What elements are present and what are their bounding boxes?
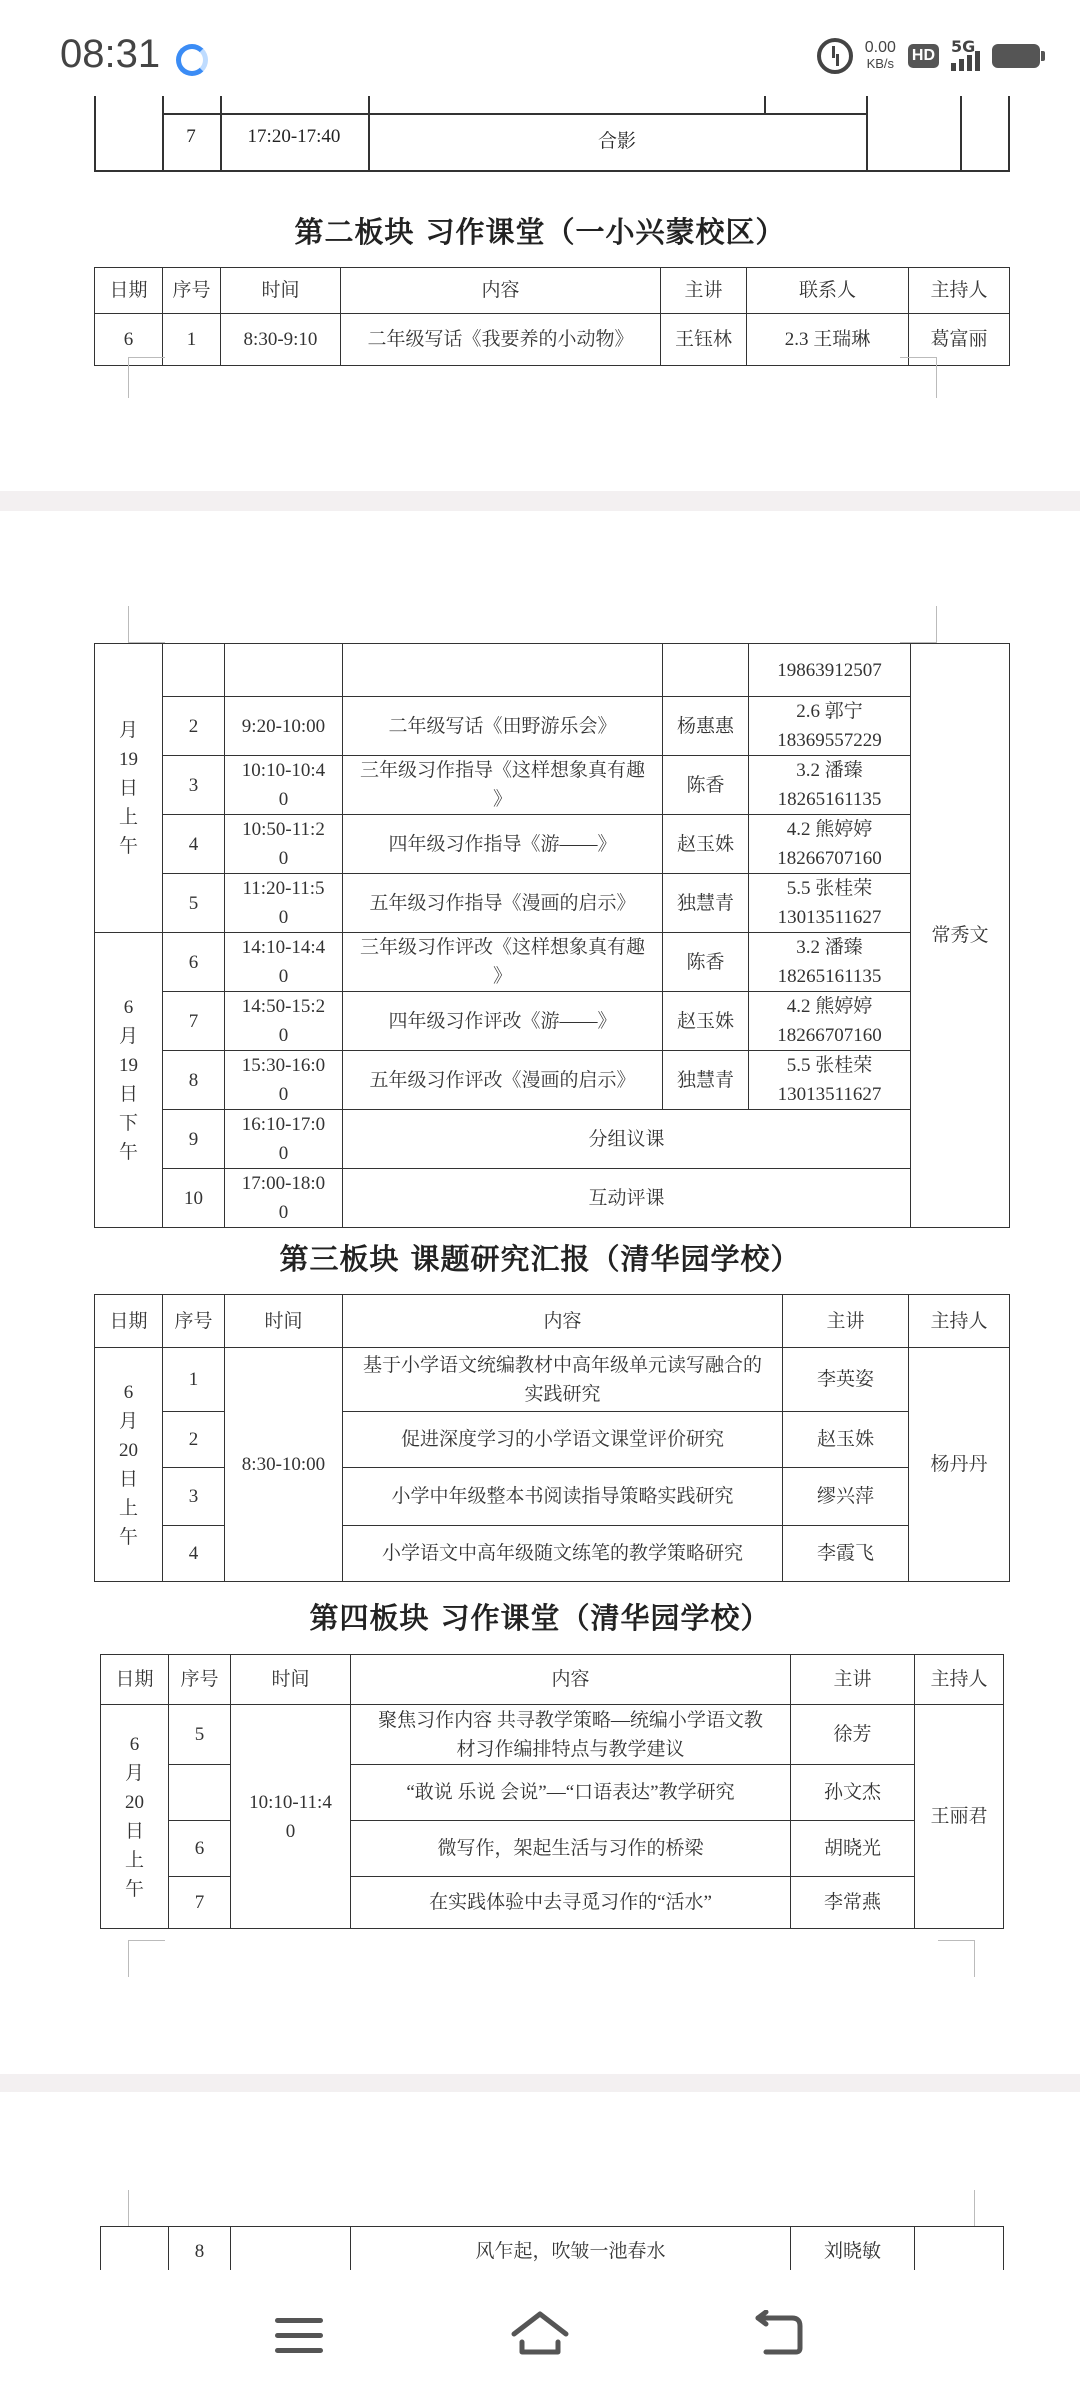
- table-row: 6 月 20 日 上 午 5 10:10-11:4 0 聚焦习作内容 共寻教学策略—统编小学语文教 材习作编排特点与教学建议 徐芳 王丽君: [101, 1705, 1004, 1765]
- status-time: 08:31: [60, 32, 161, 76]
- header-time: 时间: [225, 1295, 343, 1348]
- battery-icon: [992, 44, 1040, 68]
- table-row: 4 10:50-11:2 0 四年级习作指导《游——》 赵玉姝 4.2 熊婷婷 18266707160: [95, 815, 1010, 874]
- table-row: 10 17:00-18:0 0 互动评课: [95, 1169, 1010, 1228]
- header-contact: 联系人: [747, 268, 909, 314]
- header-time: 时间: [221, 268, 341, 314]
- table-row: 6 1 8:30-9:10 二年级写话《我要养的小动物》 王钰林 2.3 王瑞琳 葛富丽: [95, 314, 1010, 366]
- afternoon-date: 6 月 19 日 下 午: [95, 933, 163, 1228]
- table-row: 6 微写作，架起生活与习作的桥梁 胡晓光: [101, 1821, 1004, 1877]
- schedule-table-june19: 月 19 日 上 午 19863912507 常秀文 2 9:20-10:00 二年级写话《田野游乐会》 杨惠惠 2.6 郭宁 18369557229 3 10:10-10:4 0 三年级习作指导《这样想象真有趣 》 陈香 3.2 潘臻 18265161135 4 10:50-11:2 0 四年级习作指导《游——》 赵玉姝 4.2 熊婷婷 18266707160 5 11:20-11:5 0 五年级习作指导《漫画的启示》 独慧青 5.5 张桂荣 13013511627 6 月 19 日 下 午 6 14:10-14:4 0 三年级习作评改《这样想象真有趣 》 陈香 3.2 潘臻 18265161135 7 14:50-15:2 0 四年级习作评改《游——》 赵玉姝 4.2 熊婷婷 18266707160 8 15:30-16:0 0 五年级习作评改《漫画的启示》 独慧青 5.5 张桂荣 13013511627 9 16:10-17:0 0 分组议课 10 17:00-18:0 0 互动评课: [94, 643, 1010, 1228]
- header-speaker: 主讲: [791, 1655, 915, 1705]
- header-speaker: 主讲: [783, 1295, 909, 1348]
- table-row: 9 16:10-17:0 0 分组议课: [95, 1110, 1010, 1169]
- table-row: 6 月 19 日 下 午 6 14:10-14:4 0 三年级习作评改《这样想象真有趣 》 陈香 3.2 潘臻 18265161135: [95, 933, 1010, 992]
- menu-icon[interactable]: [275, 2318, 323, 2354]
- header-host: 主持人: [915, 1655, 1004, 1705]
- header-speaker: 主讲: [661, 268, 747, 314]
- section3-table: [94, 1294, 1010, 1582]
- table-row: “敢说 乐说 会说”—“口语表达”教学研究 孙文杰: [101, 1765, 1004, 1821]
- network-speed: 0.00 KB/s: [864, 39, 896, 71]
- table-row: 2 9:20-10:00 二年级写话《田野游乐会》 杨惠惠 2.6 郭宁 18369557229: [95, 697, 1010, 756]
- table-row: 8 风乍起，吹皱一池春水 刘晓敏: [101, 2227, 1004, 2277]
- morning-date: 月 19 日 上 午: [95, 644, 163, 933]
- section3-date: 6 月 20 日 上 午: [95, 1348, 163, 1582]
- section4-table: [100, 1654, 1004, 1929]
- header-date: 日期: [95, 1295, 163, 1348]
- header-date: 日期: [95, 268, 163, 314]
- section2-table: [94, 267, 1010, 366]
- page-separator: [0, 2074, 1080, 2092]
- header-time: 时间: [231, 1655, 351, 1705]
- sync-icon: [176, 44, 208, 76]
- next-table-fragment: [100, 2226, 1004, 2277]
- section3-time: 8:30-10:00: [225, 1348, 343, 1582]
- header-content: 内容: [351, 1655, 791, 1705]
- header-content: 内容: [341, 268, 661, 314]
- table-row: 4 小学语文中高年级随文练笔的教学策略研究 李霞飞: [95, 1526, 1010, 1582]
- home-icon[interactable]: [510, 2308, 570, 2358]
- header-no: 序号: [163, 1295, 225, 1348]
- back-icon[interactable]: [752, 2310, 806, 2356]
- section4-host: 王丽君: [915, 1705, 1004, 1929]
- table-row: 8 15:30-16:0 0 五年级习作评改《漫画的启示》 独慧青 5.5 张桂荣 13013511627: [95, 1051, 1010, 1110]
- fragment-no: 7: [186, 126, 196, 147]
- header-host: 主持人: [909, 268, 1010, 314]
- fragment-time: 17:20-17:40: [247, 126, 341, 147]
- signal-icon: 5G: [951, 41, 980, 71]
- section4-date: 6 月 20 日 上 午: [101, 1705, 169, 1929]
- hd-badge: HD: [908, 44, 939, 68]
- table-row: 3 10:10-10:4 0 三年级习作指导《这样想象真有趣 》 陈香 3.2 潘臻 18265161135: [95, 756, 1010, 815]
- fragment-content: 合影: [597, 131, 636, 152]
- section3-title: 第三板块 课题研究汇报（清华园学校）: [279, 1242, 801, 1276]
- table-row: 2 促进深度学习的小学语文课堂评价研究 赵玉姝: [95, 1412, 1010, 1468]
- table-row: 7 在实践体验中去寻觅习作的“活水” 李常燕: [101, 1877, 1004, 1929]
- header-host: 主持人: [909, 1295, 1010, 1348]
- prev-table-fragment: [94, 96, 1009, 172]
- table-row: 3 小学中年级整本书阅读指导策略实践研究 缪兴萍: [95, 1468, 1010, 1526]
- section3-host: 杨丹丹: [909, 1348, 1010, 1582]
- alarm-icon: [817, 38, 853, 74]
- header-content: 内容: [343, 1295, 783, 1348]
- table-row: 6 月 20 日 上 午 1 8:30-10:00 基于小学语文统编教材中高年级单元读写融合的 实践研究 李英姿 杨丹丹: [95, 1348, 1010, 1412]
- table-row: 5 11:20-11:5 0 五年级习作指导《漫画的启示》 独慧青 5.5 张桂荣 13013511627: [95, 874, 1010, 933]
- header-date: 日期: [101, 1655, 169, 1705]
- header-no: 序号: [169, 1655, 231, 1705]
- host-cell: 常秀文: [911, 644, 1010, 1228]
- section4-title: 第四板块 习作课堂（清华园学校）: [309, 1601, 771, 1635]
- section2-title: 第二板块 习作课堂（一小兴蒙校区）: [294, 215, 786, 249]
- section4-time: 10:10-11:4 0: [231, 1705, 351, 1929]
- page-separator: [0, 491, 1080, 511]
- table-row: 7 14:50-15:2 0 四年级习作评改《游——》 赵玉姝 4.2 熊婷婷 18266707160: [95, 992, 1010, 1051]
- status-bar: [0, 0, 1080, 110]
- header-no: 序号: [163, 268, 221, 314]
